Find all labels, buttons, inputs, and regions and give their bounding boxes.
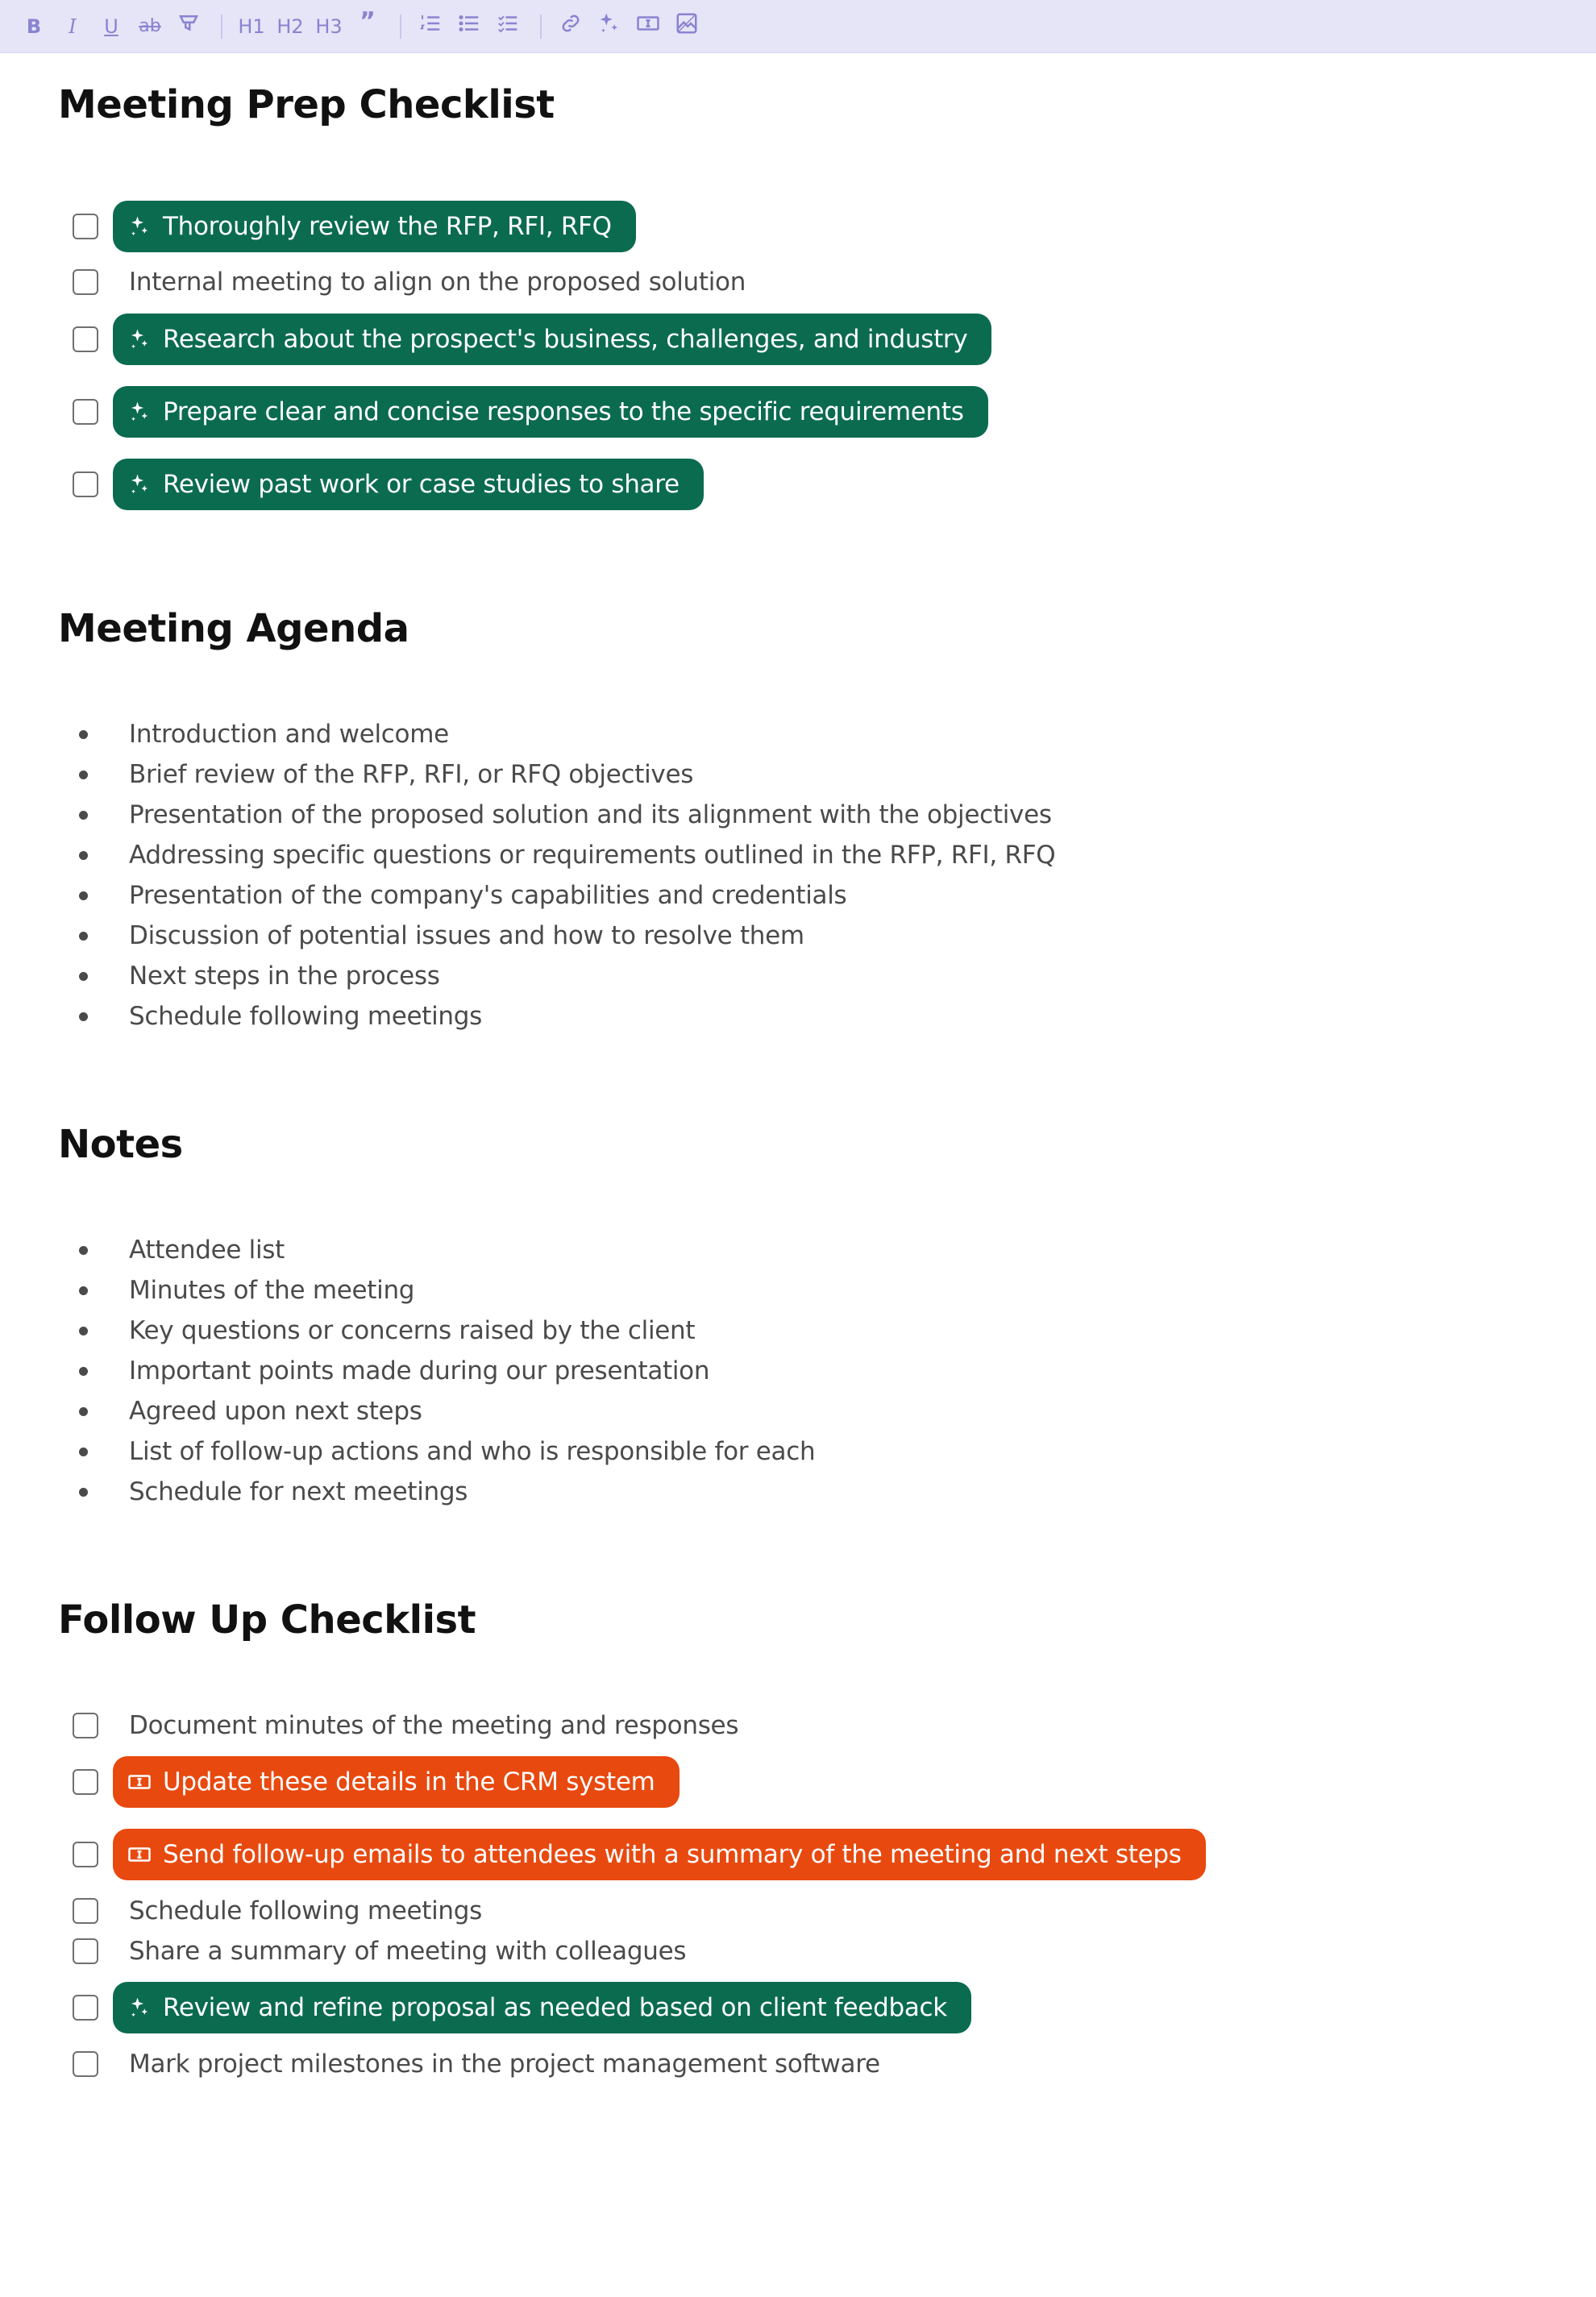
bullet [79,1407,88,1416]
toolbar-divider [400,15,401,39]
bullet [79,1448,88,1456]
bullet [79,771,88,779]
list-item-text: Brief review of the RFP, RFI, or RFQ objectives [129,760,694,789]
section-title-agenda: Meeting Agenda [58,606,409,651]
checkbox[interactable] [73,269,98,295]
checkbox[interactable] [73,1938,98,1964]
list-item-text: Introduction and welcome [129,720,449,749]
bullet [79,891,88,900]
bullet [79,1367,88,1376]
highlighter-icon [177,11,201,41]
checklist-button[interactable] [490,7,526,46]
toolbar-divider [221,15,222,39]
checkbox[interactable] [73,471,98,497]
chip-label: Thoroughly review the RFP, RFI, RFQ [163,212,612,241]
list-item-text: Discussion of potential issues and how to resolve them [129,921,804,950]
list-item-text: Attendee list [129,1236,285,1265]
list-item-text: Key questions or concerns raised by the client [129,1316,696,1345]
action-field-chip[interactable] [113,1756,680,1808]
image-icon [675,11,699,41]
bullet [79,932,88,941]
bold-button[interactable]: B [26,15,42,38]
bullet [79,1012,88,1021]
chip-label: Research about the prospect's business, challenges, and industry [163,325,968,354]
link-button[interactable] [553,7,588,46]
list-item-text: List of follow-up actions and who is responsible for each [129,1437,816,1466]
checkbox[interactable] [73,2051,98,2077]
bullet [79,972,88,981]
insert-image-button[interactable] [669,7,704,46]
checklist-item-label: Schedule following meetings [129,1896,483,1925]
checklist-item-label: Mark project milestones in the project management software [129,2050,880,2079]
heading-1-button[interactable]: H1 [238,15,265,38]
bullet [79,811,88,820]
chip-label: Update these details in the CRM system [163,1767,655,1796]
checkbox[interactable] [73,214,98,239]
heading-3-button[interactable]: H3 [315,15,343,38]
ai-prompt-chip[interactable] [113,201,636,252]
blockquote-button[interactable]: ” [360,6,376,35]
checkbox[interactable] [73,326,98,352]
checkbox[interactable] [73,1842,98,1867]
list-item-text: Minutes of the meeting [129,1276,415,1305]
list-item-text: Important points made during our presentation [129,1356,710,1385]
ai-prompt-chip[interactable] [113,386,988,438]
chip-label: Prepare clear and concise responses to the specific requirements [163,397,964,426]
sparkle-icon [127,1996,152,2020]
section-title-prep: Meeting Prep Checklist [58,82,555,127]
checkbox[interactable] [73,399,98,425]
checklist-icon [496,11,520,41]
input-field-icon [127,1770,152,1794]
input-field-icon [127,1842,152,1867]
action-field-chip[interactable] [113,1829,1206,1880]
bullet [79,1246,88,1255]
list-item-text: Presentation of the proposed solution and its alignment with the objectives [129,800,1052,829]
bullet [79,1286,88,1295]
list-item-text: Schedule for next meetings [129,1477,468,1506]
sparkle-icon [127,400,152,424]
numbered-list-button[interactable] [413,7,448,46]
ai-prompt-chip[interactable] [113,314,991,365]
bullet [79,730,88,739]
bullet [79,1327,88,1335]
sparkle-icon [127,327,152,351]
chip-label: Review past work or case studies to share [163,470,680,499]
toolbar-divider [540,15,542,39]
sparkle-icon [127,214,152,239]
list-item-text: Schedule following meetings [129,1002,483,1031]
ai-prompt-chip[interactable] [113,1982,971,2033]
numbered-list-icon [418,11,443,41]
section-title-notes: Notes [58,1122,183,1167]
ai-assist-button[interactable] [592,7,627,46]
highlight-button[interactable] [171,7,206,46]
heading-2-button[interactable]: H2 [276,15,304,38]
list-item-text: Agreed upon next steps [129,1397,422,1426]
section-title-followup: Follow Up Checklist [58,1597,476,1643]
formatting-toolbar [0,0,1596,53]
italic-button[interactable]: I [69,15,77,38]
checkbox[interactable] [73,1995,98,2021]
list-item-text: Addressing specific questions or requirements outlined in the RFP, RFI, RFQ [129,841,1056,870]
checkbox[interactable] [73,1713,98,1738]
checklist-item-label: Share a summary of meeting with colleagues [129,1937,687,1966]
checkbox[interactable] [73,1769,98,1795]
insert-field-button[interactable] [630,7,666,46]
list-item-text: Presentation of the company's capabilities and credentials [129,881,847,910]
ai-prompt-chip[interactable] [113,459,704,510]
chip-label: Send follow-up emails to attendees with a summary of the meeting and next steps [163,1840,1182,1869]
strikethrough-button[interactable]: ab [139,16,161,36]
bullet-list-button[interactable] [451,7,487,46]
chip-label: Review and refine proposal as needed based on client feedback [163,1993,947,2022]
checklist-item-label: Document minutes of the meeting and responses [129,1711,739,1740]
bullet [79,1488,88,1497]
sparkle-icon [597,11,621,41]
list-item-text: Next steps in the process [129,962,440,991]
checkbox[interactable] [73,1898,98,1924]
bullet-list-icon [457,11,481,41]
underline-button[interactable]: U [104,15,118,38]
checklist-item-label: Internal meeting to align on the proposed solution [129,268,746,297]
input-field-icon [636,11,660,41]
bullet [79,851,88,860]
link-icon [559,11,583,41]
sparkle-icon [127,472,152,496]
